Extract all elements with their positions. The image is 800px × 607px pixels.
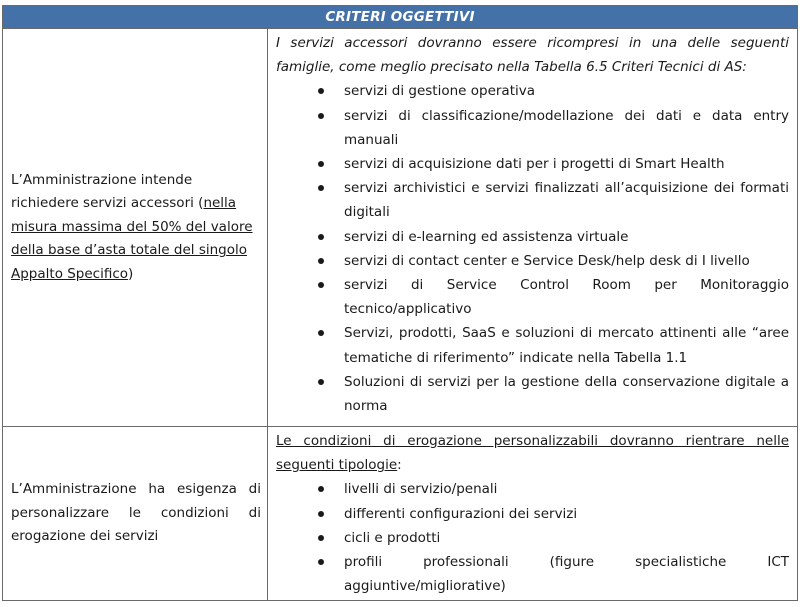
row2-intro-underlined: Le condizioni di erogazione personalizzabili dovranno rientrare nelle seguenti tipologie	[276, 433, 790, 474]
table-header: CRITERI OGGETTIVI	[3, 6, 798, 29]
criteria-table	[2, 5, 798, 601]
list-item: servizi di contact center e Service Desk/help desk di I livello	[318, 249, 789, 273]
row1-bullet-list	[276, 79, 789, 418]
list-item: servizi di Service Control Room per Monitoraggio tecnico/applicativo	[318, 273, 789, 321]
list-item: servizi di classificazione/modellazione dei dati e data entry manuali	[318, 104, 789, 152]
row2-bullet-list	[276, 477, 789, 598]
row1-left-underlined: nella misura massima del 50% del valore della base d’asta totale del singolo Appalto Specifico	[11, 195, 253, 282]
list-item: differenti configurazioni dei servizi	[318, 502, 789, 526]
row1-left-prefix: L’Amministrazione intende richiedere servizi accessori (	[11, 171, 204, 212]
row2-right-cell	[268, 427, 798, 601]
table-row	[3, 29, 798, 427]
list-item: servizi archivistici e servizi finalizzati all’acquisizione dei formati digitali	[318, 176, 789, 224]
list-item: profili professionali (figure specialistiche ICT aggiuntive/migliorative)	[318, 550, 789, 598]
row2-intro	[276, 429, 789, 477]
row1-left-suffix: )	[128, 265, 134, 282]
list-item: servizi di acquisizione dati per i progetti di Smart Health	[318, 152, 789, 176]
list-item: servizi di e-learning ed assistenza virtuale	[318, 225, 789, 249]
list-item: livelli di servizio/penali	[318, 477, 789, 501]
list-item: Servizi, prodotti, SaaS e soluzioni di mercato attinenti alle “aree tematiche di riferimento” indicate nella Tabella 1.1	[318, 321, 789, 369]
row1-left-cell	[3, 29, 268, 427]
row2-left-cell	[3, 427, 268, 601]
list-item: servizi di gestione operativa	[318, 79, 789, 103]
row1-left-text	[3, 169, 267, 287]
row2-intro-suffix: :	[397, 457, 402, 474]
table-row	[3, 427, 798, 601]
row2-left-text: L’Amministrazione ha esigenza di personalizzare le condizioni di erogazione dei servizi	[11, 481, 261, 545]
row1-intro: I servizi accessori dovranno essere ricompresi in una delle seguenti famiglie, come meglio precisato nella Tabella 6.5 Criteri Tecnici di AS:	[276, 35, 790, 76]
list-item: Soluzioni di servizi per la gestione della conservazione digitale a norma	[318, 370, 789, 418]
row1-right-cell	[268, 29, 798, 427]
list-item: cicli e prodotti	[318, 526, 789, 550]
